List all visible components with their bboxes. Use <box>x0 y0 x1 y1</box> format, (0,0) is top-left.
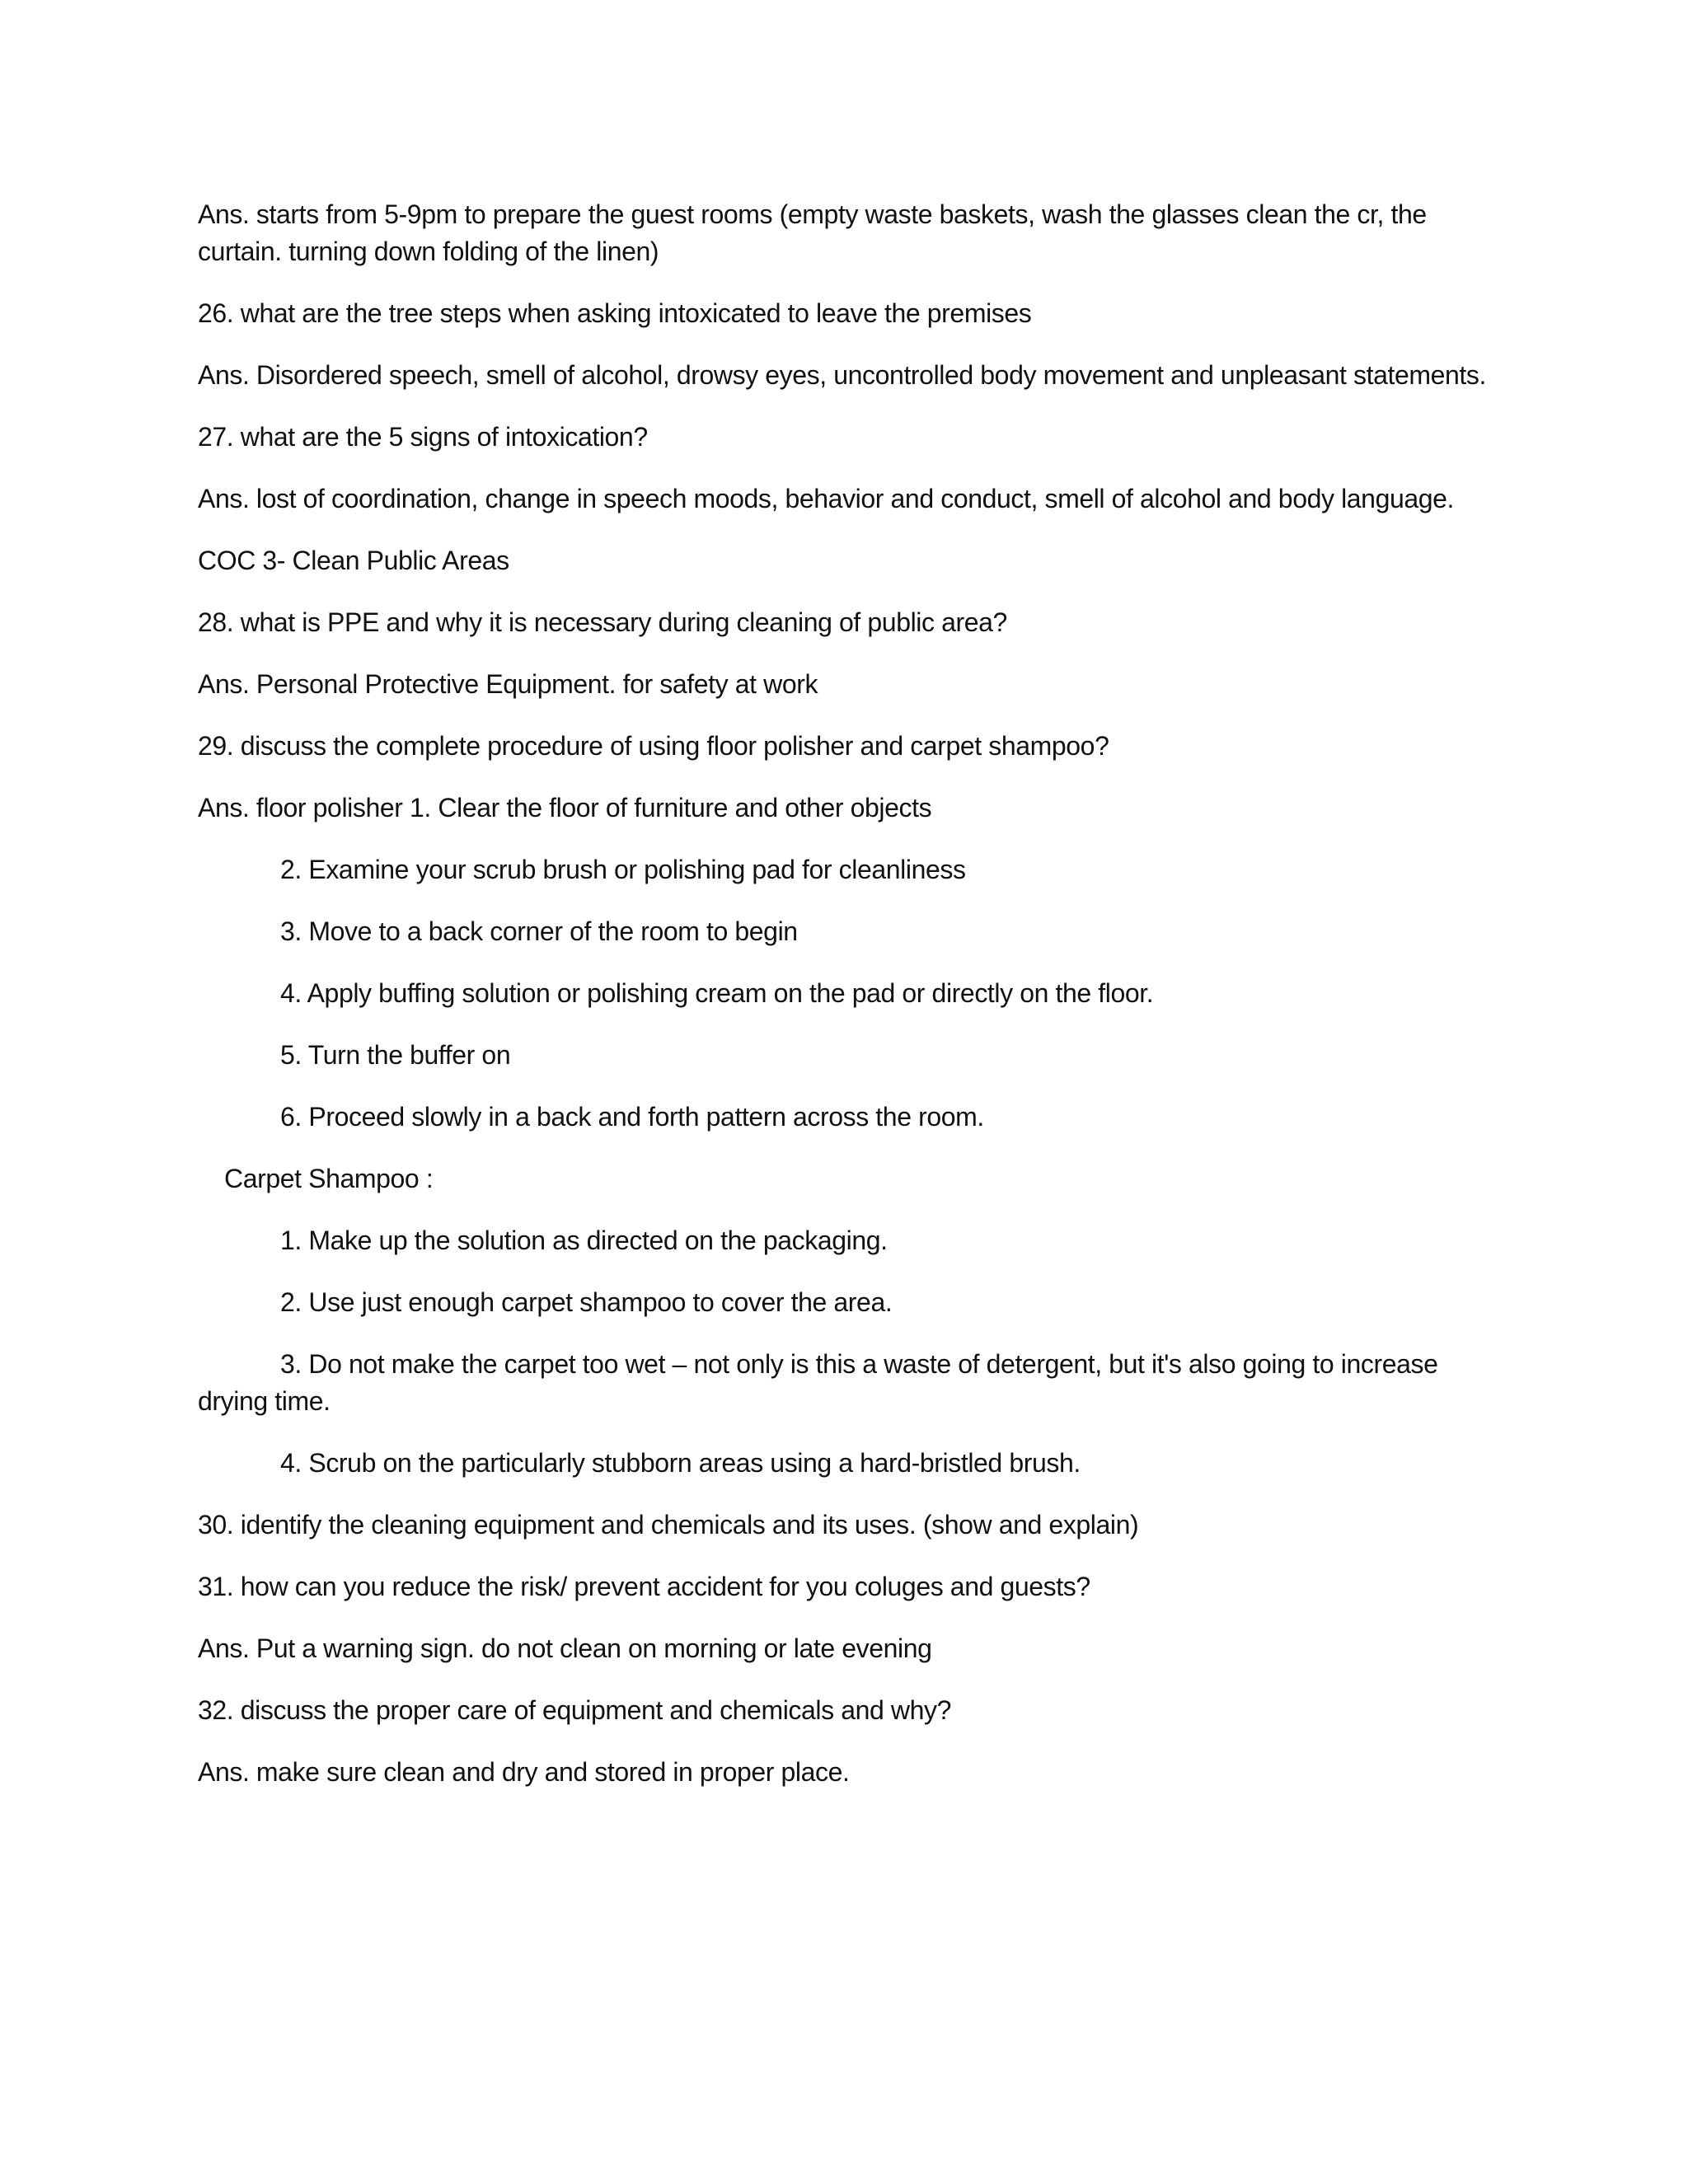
answer-29-floor-polisher: Ans. floor polisher 1. Clear the floor of furniture and other objects <box>198 793 932 823</box>
question-32: 32. discuss the proper care of equipment and chemicals and why? <box>198 1695 952 1725</box>
question-30: 30. identify the cleaning equipment and chemicals and its uses. (show and explain) <box>198 1510 1139 1540</box>
answer-26: Ans. Disordered speech, smell of alcohol, drowsy eyes, uncontrolled body movement and unpleasant statements. <box>198 360 1487 390</box>
question-27: 27. what are the 5 signs of intoxication? <box>198 422 648 452</box>
carpet-shampoo-step-1: 1. Make up the solution as directed on the packaging. <box>280 1226 888 1255</box>
floor-polisher-step-4: 4. Apply buffing solution or polishing cream on the pad or directly on the floor. <box>280 978 1154 1008</box>
question-31: 31. how can you reduce the risk/ prevent accident for you coluges and guests? <box>198 1572 1090 1601</box>
carpet-shampoo-step-4: 4. Scrub on the particularly stubborn areas using a hard-bristled brush. <box>280 1448 1081 1478</box>
floor-polisher-step-6: 6. Proceed slowly in a back and forth pattern across the room. <box>280 1102 984 1132</box>
document-body <box>198 196 1500 1816</box>
carpet-shampoo-step-2: 2. Use just enough carpet shampoo to cover the area. <box>280 1287 893 1317</box>
answer-27: Ans. lost of coordination, change in speech moods, behavior and conduct, smell of alcohol and body language. <box>198 484 1455 513</box>
answer-evening-service: Ans. starts from 5-9pm to prepare the guest rooms (empty waste baskets, wash the glasses clean the cr, the curtain. turning down folding of the linen) <box>198 199 1427 266</box>
question-29: 29. discuss the complete procedure of using floor polisher and carpet shampoo? <box>198 731 1109 761</box>
question-26: 26. what are the tree steps when asking intoxicated to leave the premises <box>198 298 1032 328</box>
floor-polisher-step-2: 2. Examine your scrub brush or polishing pad for cleanliness <box>280 855 966 884</box>
section-heading-coc3: COC 3- Clean Public Areas <box>198 546 509 575</box>
floor-polisher-step-5: 5. Turn the buffer on <box>280 1040 511 1070</box>
question-28: 28. what is PPE and why it is necessary during cleaning of public area? <box>198 607 1007 637</box>
answer-31: Ans. Put a warning sign. do not clean on morning or late evening <box>198 1633 932 1663</box>
carpet-shampoo-step-3: 3. Do not make the carpet too wet – not only is this a waste of detergent, but it's also going to increase drying time. <box>198 1349 1438 1416</box>
carpet-shampoo-heading: Carpet Shampoo : <box>224 1164 434 1193</box>
answer-28: Ans. Personal Protective Equipment. for safety at work <box>198 669 818 699</box>
answer-32: Ans. make sure clean and dry and stored in proper place. <box>198 1757 850 1787</box>
floor-polisher-step-3: 3. Move to a back corner of the room to begin <box>280 916 798 946</box>
